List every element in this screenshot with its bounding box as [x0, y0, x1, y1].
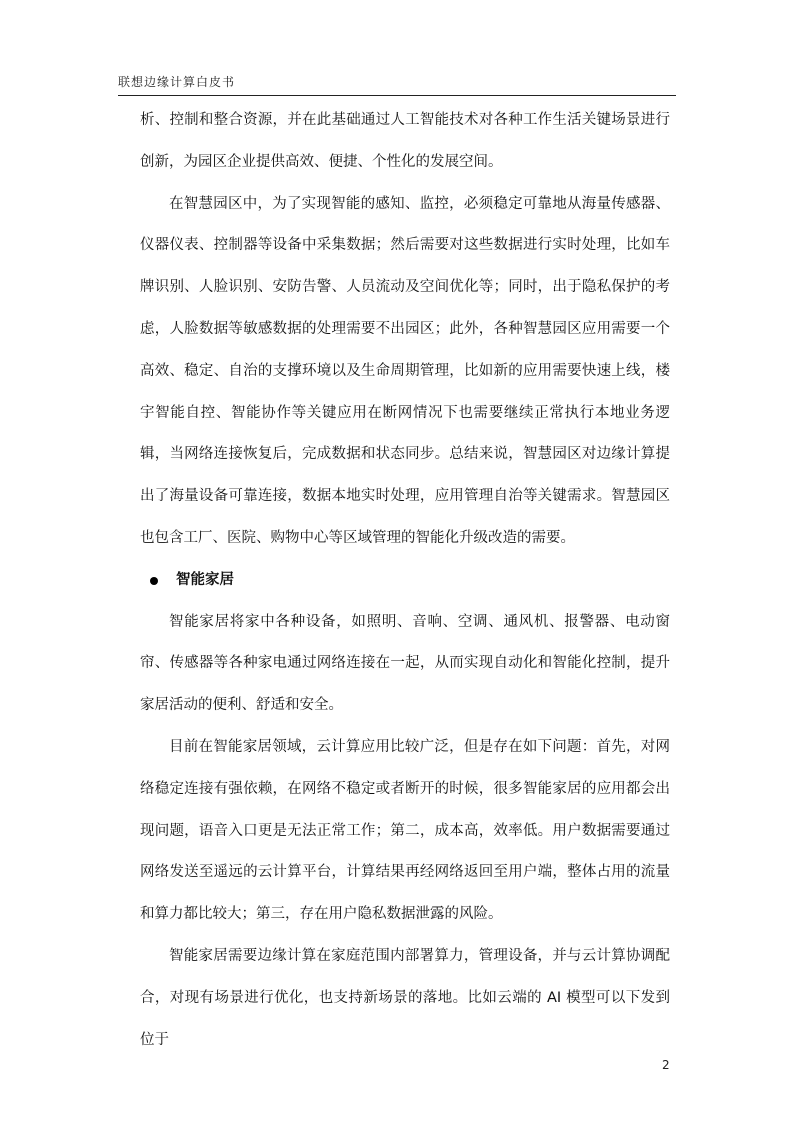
- paragraph-smart-home-problems: 目前在智能家居领域，云计算应用比较广泛，但是存在如下问题：首先，对网络稳定连接有强依赖，在网络不稳定或者断开的时候，很多智能家居的应用都会出现问题，语音入口更是无法正常工作；第二，成本高，效率低。用户数据需要通过网络发送至遥远的云计算平台，计算结果再经网络返回至用户端，整体占用的流量和算力都比较大；第三，存在用户隐私数据泄露的风险。: [140, 738, 670, 923]
- paragraph-smart-home-edge: 智能家居需要边缘计算在家庭范围内部署算力，管理设备，并与云计算协调配合，对现有场景进行优化，也支持新场景的落地。比如云端的 AI 模型可以下发到位于: [140, 947, 670, 1048]
- page-number: 2: [662, 1058, 670, 1072]
- paragraph-continuation: 析、控制和整合资源，并在此基础通过人工智能技术对各种工作生活关键场景进行创新，为园区企业提供高效、便捷、个性化的发展空间。: [140, 112, 670, 170]
- document-body: [140, 100, 670, 1061]
- bullet-icon: [150, 577, 158, 585]
- section-heading-smart-home: [140, 560, 670, 602]
- paragraph-smart-home-intro: 智能家居将家中各种设备，如照明、音响、空调、通风机、报警器、电动窗帘、传感器等各种家电通过网络连接在一起，从而实现自动化和智能化控制，提升家居活动的便利、舒适和安全。: [140, 613, 670, 714]
- header-title: 联想边缘计算白皮书: [118, 75, 236, 89]
- paragraph-smart-park: 在智慧园区中，为了实现智能的感知、监控，必须稳定可靠地从海量传感器、仪器仪表、控制器等设备中采集数据；然后需要对这些数据进行实时处理，比如车牌识别、人脸识别、安防告警、人员流动及空间优化等；同时，出于隐私保护的考虑，人脸数据等敏感数据的处理需要不出园区；此外，各种智慧园区应用需要一个高效、稳定、自治的支撑环境以及生命周期管理，比如新的应用需要快速上线，楼宇智能自控、智能协作等关键应用在断网情况下也需要继续正常执行本地业务逻辑，当网络连接恢复后，完成数据和状态同步。总结来说，智慧园区对边缘计算提出了海量设备可靠连接，数据本地实时处理，应用管理自治等关键需求。智慧园区也包含工厂、医院、购物中心等区域管理的智能化升级改造的需要。: [140, 195, 670, 546]
- page-header: [118, 73, 676, 96]
- section-heading-text: 智能家居: [176, 571, 234, 588]
